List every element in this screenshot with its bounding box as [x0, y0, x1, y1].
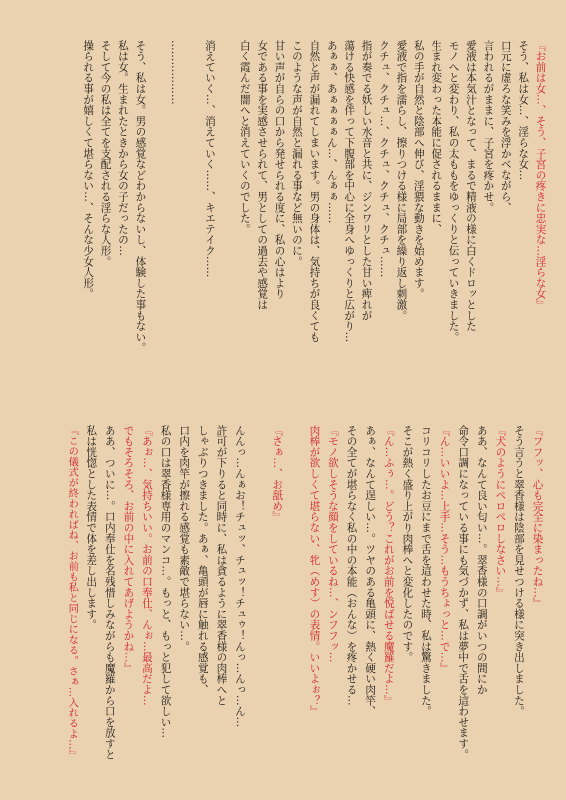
text-column: 『フフッ、心も完全に染まったね…』: [531, 425, 544, 609]
text-column: そこが熱く盛り上がり肉棒へと変化したのです。: [401, 425, 414, 663]
text-column: 許可が下りると同時に、私は貪るように翠香様の肉棒へと: [215, 425, 228, 706]
text-column: 『ん…ふぅ…。どう？これがお前を悦ばせる魔羅だよ…』: [382, 425, 395, 706]
text-column: しゃぶりつきました。あぁ、亀頭が唇に触れる感覚も、: [196, 425, 209, 695]
text-column: クチュ、クチュ…、クチュ、クチュ、クチュ……: [377, 40, 390, 278]
text-column: 白く霞んだ闇へと消えていくのでした。: [238, 40, 251, 235]
text-column: 肉棒が欲しくて堪らない、牝（めす）の表情。いいよぉ？』: [308, 425, 321, 717]
text-column: そう言うと翠香様は陰部を見せつける様に突き出しました。: [512, 425, 525, 717]
text-column: ああ、なんて良い匂い…。翠香様の口調がいつの間にか: [475, 425, 488, 695]
text-column: 私の手が自然と陰部へ伸び、淫猥な動きを始めます。: [412, 40, 425, 300]
text-column: 『ん…いいよ…上手…そう…もうちょっと…で…』: [438, 425, 451, 674]
text-column: あぁぁ、あぁぁぁぁん…、んぁぁ……: [325, 40, 338, 224]
text-column: そう、私は女。男の感覚などわからないし、体験した事もない。: [134, 40, 147, 354]
text-column: ああ、ついに…。口内奉仕を名残惜しみながらも魔羅から口を放すと: [103, 425, 116, 760]
text-column: 私の口は翠香様専用のマンコ…。もっと、もっと犯して欲しい…: [159, 425, 172, 739]
text-column: 『さぁ…、お舐め』: [271, 425, 284, 523]
text-column: 『お前は女…、そう、子宮の疼きに忠実な…淫らな女』: [534, 40, 547, 310]
text-column: 愛液は本気汁となって、まるで精液の様に白くドロッとした: [464, 40, 477, 332]
text-column: そう、私は女…、淫らな女…: [517, 40, 530, 181]
text-column: ………………: [169, 40, 182, 105]
text-column: モノへと変わり、私の太ももをゆっくりと伝っていきました。: [447, 40, 460, 343]
text-column: コリコリしたお豆にまで舌を這わせた時、私は驚きました。: [419, 425, 432, 717]
text-column: 生まれ変わった本能に促されるままに、: [430, 40, 443, 235]
text-column: 甘い声が自らの口から発せられる度に、私の心はより: [273, 40, 286, 300]
text-column: 『あぉ…、気持ちいい。お前の口奉仕、んぉ…最高だよ…: [140, 425, 153, 706]
text-column: 言われるがままに、子宮を疼かせ。: [482, 40, 495, 213]
text-column: そして今の私は全てを支配される淫らな人形。: [99, 40, 112, 267]
text-column: 女である事を実感させられて、男としての過去や感覚は: [256, 40, 269, 310]
text-column: 口内を肉竿が擦れる感覚も素敵で堪らない…。: [178, 425, 191, 652]
text-column: その全てが堪らなく私の中の本能（おんな）を疼かせる…: [345, 425, 358, 706]
text-column: 口元に虚ろな笑みを浮かべながら、: [499, 40, 512, 213]
text-column: 消えていく…、消えていく……、キエテイク……: [203, 40, 216, 278]
text-column: 指が奏でる妖しい水音と共に、ジンワリとした甘い痺れが: [360, 40, 373, 321]
text-column: でもそろそろ、お前の中に入れてあげようかね…』: [122, 425, 135, 674]
text-column: 自然と声が漏れてしまいます。男の身体は、気持ちが良くても: [308, 40, 321, 343]
text-column: んんっ…んぁお！チュッ、チュッ！チュゥ！んっ…んっ…ん…: [233, 425, 246, 728]
text-column: 命令口調になっている事にも気づかず、私は夢中で舌を這わせます。: [457, 425, 470, 760]
text-column: 愛液で指を濡らし、擦りつける様に局部を繰り返し刺激。: [395, 40, 408, 321]
text-column: あぁ、なんて逞しい…。ツヤのある亀頭に、熱く硬い肉竿、: [364, 425, 377, 717]
text-column: 私は恍惚とした表情で体を差し出します。: [85, 425, 98, 631]
text-column: 『犬のようにペロペロしなさい…』: [494, 425, 507, 598]
text-column: 『この儀式が終わればね、お前も私と同じになる。さぁ…入れるよ…』: [66, 425, 79, 761]
text-column: このような声が自然と漏れる事など無いのに。: [290, 40, 303, 267]
text-column: 『モノ欲しそうな顔をしているね…、ンフフッ…: [326, 425, 339, 663]
text-column: 蕩ける快感を伴って下腹部を中心に全身へゆっくりと広がり…: [343, 40, 356, 343]
text-column: 私は女。生まれたときから女の子だったの…: [116, 40, 129, 256]
text-column: 操られる事が嬉しくて堪らない…、そんな少女人形。: [82, 40, 95, 300]
